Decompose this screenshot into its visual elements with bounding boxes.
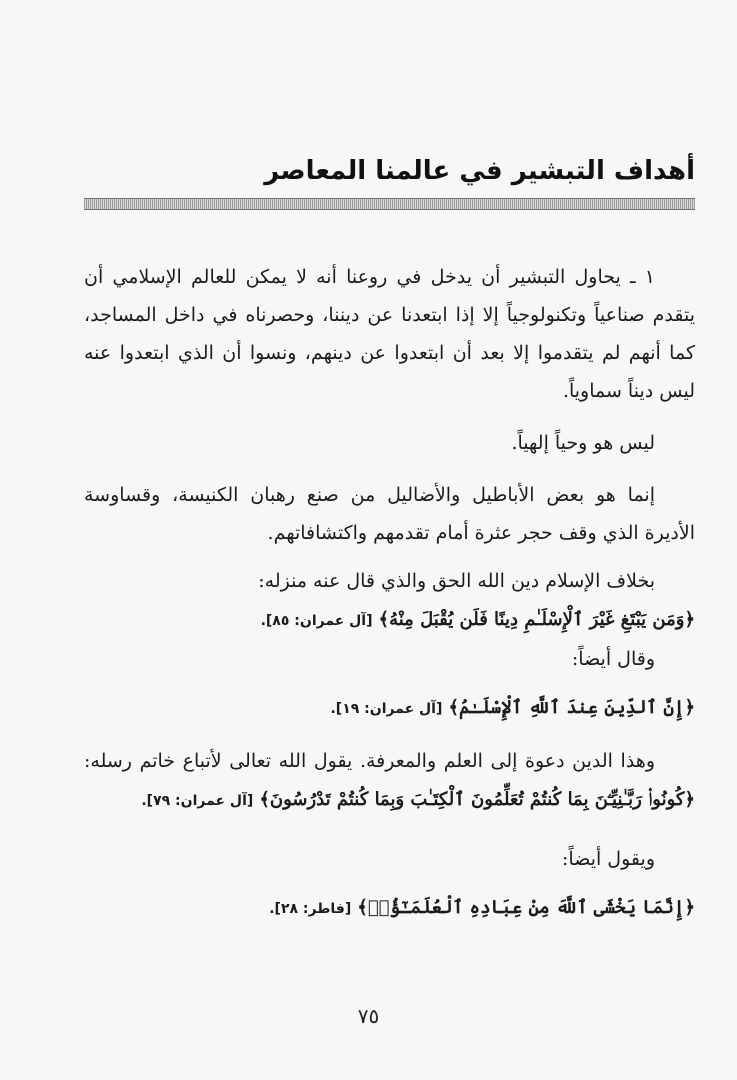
paragraph-2: ليس هو وحياً إلهياً. bbox=[511, 432, 655, 454]
verse-reference: [فاطر: ٢٨]. bbox=[269, 901, 352, 917]
connector-also-said: وقال أيضاً: bbox=[571, 648, 655, 670]
title-underline-rule bbox=[84, 198, 695, 210]
verse-text: ﴿إِنَّمَا يَخْشَى ٱللَّهَ مِنْ عِبَادِهِ ٱلْعُلَمَـٰٓؤُا۟﴾ bbox=[357, 897, 695, 918]
chapter-title: أهداف التبشير في عالمنا المعاصر bbox=[264, 156, 695, 186]
knowledge-paragraph bbox=[84, 742, 695, 820]
verse-text: ﴿كُونُوا۟ رَبَّـٰنِيِّـۧنَ بِمَا كُنتُمْ تُعَلِّمُونَ ٱلْكِتَـٰبَ وَبِمَا كُنتُمْ تَدْرُسُونَ﴾ bbox=[259, 789, 695, 810]
verse-reference: [آل عمران: ١٩]. bbox=[330, 701, 443, 717]
connector-also-says: ويقول أيضاً: bbox=[562, 848, 655, 870]
quran-verse-1 bbox=[84, 600, 695, 640]
verse-text: ﴿إِنَّ ٱلدِّينَ عِندَ ٱللَّهِ ٱلْإِسْلَـٰمُ﴾ bbox=[448, 697, 695, 718]
quran-verse-4 bbox=[84, 888, 695, 928]
paragraph-1: ١ ـ يحاول التبشير أن يدخل في روعنا أنه لا يمكن للعالم الإسلامي أن يتقدم صناعياً وتكنولوجياً إلا إذا ابتعدنا عن ديننا، وحصرناه في داخل المساجد، كما أنهم لم يتقدموا إلا بعد أن ابتعدوا عن دينهم، ونسوا أن الذي ابتعدوا عنه ليس ديناً سماوياً. bbox=[84, 266, 695, 402]
verse-reference: [آل عمران: ٨٥]. bbox=[260, 613, 373, 629]
page-number: ٧٥ bbox=[357, 1004, 380, 1028]
paragraph-3: إنما هو بعض الأباطيل والأضاليل من صنع رهبان الكنيسة، وقساوسة الأديرة الذي وقف حجر عثرة أمام تقدمهم واكتشافاتهم. bbox=[84, 484, 695, 544]
paragraph-4: بخلاف الإسلام دين الله الحق والذي قال عنه منزله: bbox=[258, 570, 655, 592]
quran-verse-2 bbox=[84, 688, 695, 728]
body-text bbox=[84, 258, 695, 928]
verse-reference: [آل عمران: ٧٩]. bbox=[141, 793, 254, 809]
knowledge-intro: وهذا الدين دعوة إلى العلم والمعرفة. يقول الله تعالى لأتباع خاتم رسله: bbox=[84, 750, 655, 772]
verse-text: ﴿وَمَن يَبْتَغِ غَيْرَ ٱلْإِسْلَـٰمِ دِينًا فَلَن يُقْبَلَ مِنْهُ﴾ bbox=[378, 609, 695, 630]
